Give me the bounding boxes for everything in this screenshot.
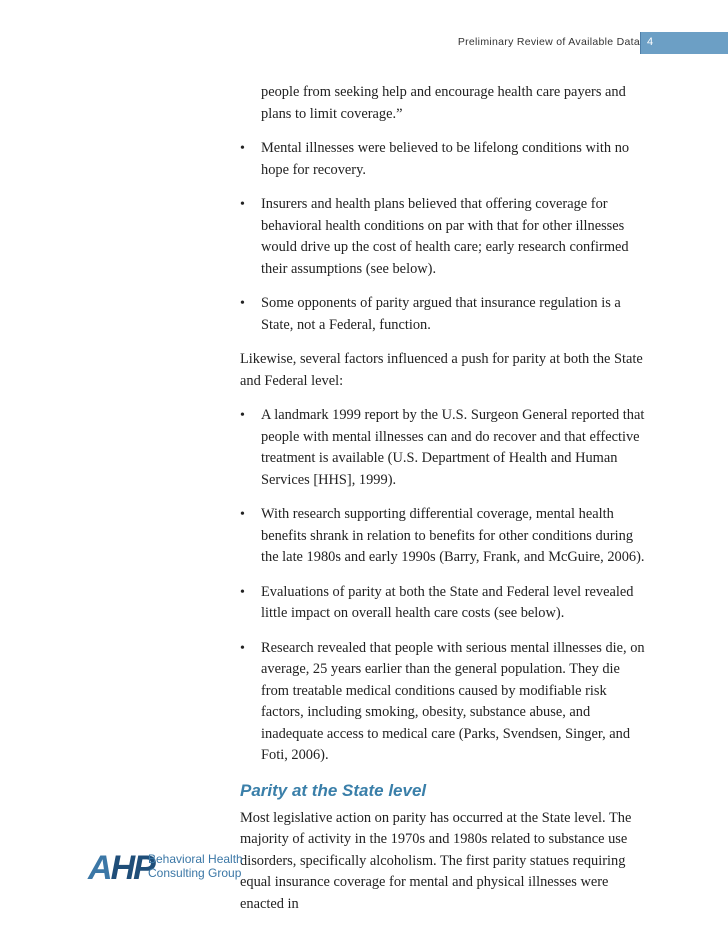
bullet-icon: • (240, 141, 245, 156)
section-paragraph: Most legislative action on parity has occurred at the State level. The majority of activity in the 1970s and 1980s related to substance use disorders, specifically alcoholism. The first parity statues requiring equal insurance coverage for mental and physical illnesses were enacted in (240, 809, 632, 912)
document-body (240, 82, 645, 928)
intro-paragraph: Likewise, several factors influenced a push for parity at both the State and Federal level: (240, 351, 643, 389)
bullet-icon: • (240, 640, 245, 656)
list-item (240, 638, 645, 767)
list-item-text: With research supporting differential coverage, mental health benefits shrank in relation to benefits for other conditions during the late 1980s and early 1990s (Barry, Frank, and McGuire, 2006). (261, 506, 645, 565)
list-item (240, 504, 645, 569)
list-item (240, 293, 645, 336)
list-item (240, 138, 645, 181)
running-header-title: Preliminary Review of Available Data (457, 36, 640, 48)
page-number-badge: 4 (641, 32, 728, 54)
list-item-text: A landmark 1999 report by the U.S. Surgeon General reported that people with mental illnesses can and do recover and that effective treatment is available (U.S. Department of Health and Human Services [HHS], 1999). (261, 407, 645, 488)
bullet-icon: • (240, 507, 245, 522)
list-item-text: Some opponents of parity argued that insurance regulation is a State, not a Federal, function. (261, 295, 621, 333)
list-item-text: Research revealed that people with serious mental illnesses die, on average, 25 years earlier than the general population. They die from treatable medical conditions caused by modifiable risk factors, including smoking, obesity, substance abuse, and inadequate access to medical care (Parks, Svendsen, Singer, and Foti, 2006). (261, 639, 645, 763)
company-logo (88, 850, 258, 886)
list-item (240, 405, 645, 491)
bullet-icon: • (240, 296, 245, 311)
logo-line-2: Consulting Group (148, 866, 242, 880)
continued-bullet-text: people from seeking help and encourage health care payers and plans to limit coverage.” (261, 84, 626, 122)
list-item-text: Mental illnesses were believed to be lifelong conditions with no hope for recovery. (261, 140, 630, 178)
section-heading: Parity at the State level (240, 780, 427, 800)
list-item (240, 582, 645, 625)
list-item-text: Evaluations of parity at both the State and Federal level revealed little impact on overall health care costs (see below). (261, 583, 634, 621)
bullet-icon: • (240, 408, 245, 423)
bullet-icon: • (240, 197, 245, 212)
logo-mark-icon: AHP (88, 849, 154, 887)
bullet-icon: • (240, 584, 245, 600)
page-header (0, 32, 728, 54)
list-item (240, 194, 645, 280)
list-item-text: Insurers and health plans believed that offering coverage for behavioral health conditions on par with that for other illnesses would drive up the cost of health care; early research confirmed their assumptions (see below). (261, 196, 629, 277)
logo-line-1: Behavioral Health (148, 852, 243, 866)
logo-text (148, 852, 243, 880)
